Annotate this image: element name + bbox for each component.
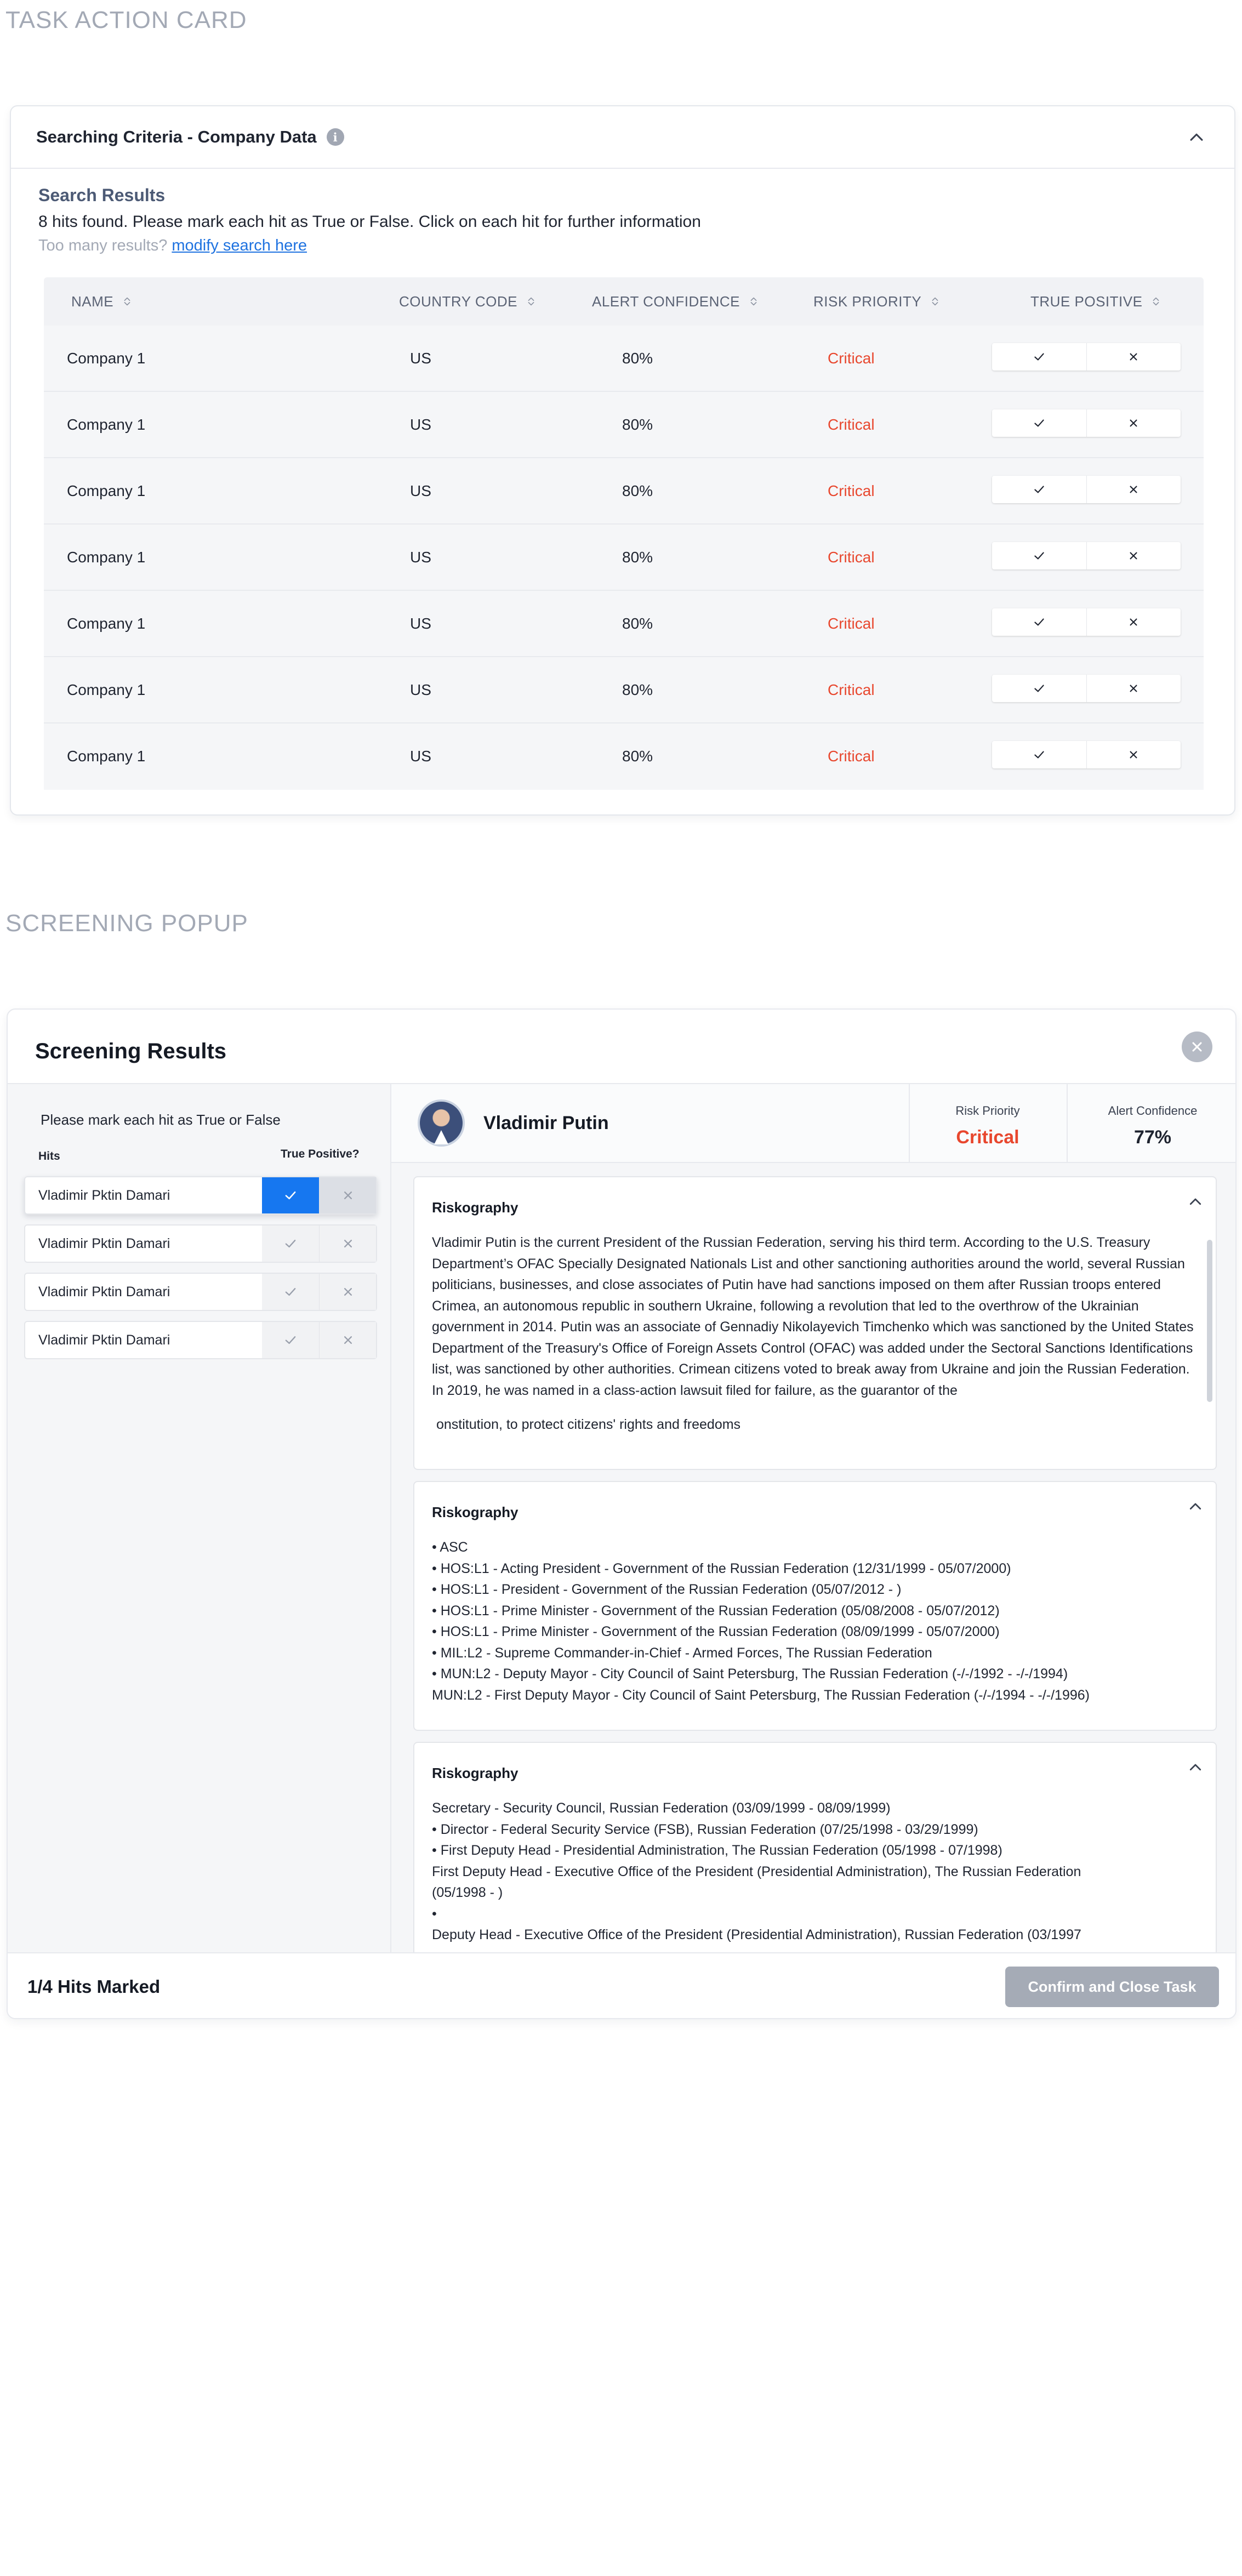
riskography-line: First Deputy Head - Executive Office of the President (Presidential Administration), The Russian Federation xyxy=(432,1863,1081,1879)
riskography-line: MUN:L2 - First Deputy Mayor - City Council of Saint Petersburg, The Russian Federation (-/-/1994 - -/-/1996) xyxy=(432,1687,1090,1703)
riskography-line: • ASC xyxy=(432,1540,468,1555)
cell-risk: Critical xyxy=(828,548,875,566)
riskography-line: • Director - Federal Security Service (FSB), Russian Federation (07/25/1998 - 03/29/1999) xyxy=(432,1821,978,1837)
riskography-text xyxy=(432,1232,1201,1435)
table-row[interactable] xyxy=(44,657,1204,723)
hit-row[interactable] xyxy=(24,1321,377,1359)
check-icon xyxy=(283,1236,298,1251)
hit-row[interactable] xyxy=(24,1176,377,1215)
table-row[interactable] xyxy=(44,525,1204,591)
riskography-line: • MIL:L2 - Supreme Commander-in-Chief - Armed Forces, The Russian Federation xyxy=(432,1645,932,1661)
check-icon xyxy=(1032,350,1046,364)
check-icon xyxy=(1032,615,1046,629)
cell-name: Company 1 xyxy=(67,548,146,566)
close-icon xyxy=(340,1332,356,1348)
chevron-up-icon[interactable] xyxy=(1187,128,1206,147)
riskography-line: • HOS:L1 - Acting President - Government of the Russian Federation (12/31/1999 - 05/07/2000) xyxy=(432,1560,1011,1576)
mark-true-button[interactable] xyxy=(992,675,1086,702)
column-label: TRUE POSITIVE xyxy=(1030,293,1143,310)
cell-country: US xyxy=(410,349,431,367)
column-header-country[interactable] xyxy=(399,277,537,326)
hit-row[interactable] xyxy=(24,1224,377,1263)
riskography-line: • HOS:L1 - Prime Minister - Government of the Russian Federation (05/08/2008 - 05/07/2012) xyxy=(432,1603,1000,1618)
riskography-line: • MUN:L2 - Deputy Mayor - City Council of Saint Petersburg, The Russian Federation (-/-/1992 - -/-/1994) xyxy=(432,1666,1068,1682)
riskography-title: Riskography xyxy=(432,1199,519,1216)
mark-false-button[interactable] xyxy=(319,1322,376,1358)
cell-confidence: 80% xyxy=(622,482,653,499)
mark-true-button[interactable] xyxy=(992,409,1086,437)
close-icon xyxy=(340,1284,356,1300)
sort-icon[interactable] xyxy=(525,295,537,307)
mark-true-button[interactable] xyxy=(992,343,1086,371)
true-positive-toggle xyxy=(992,343,1181,371)
column-label: NAME xyxy=(71,293,114,310)
check-icon xyxy=(283,1284,298,1300)
cell-risk: Critical xyxy=(828,349,875,367)
cell-name: Company 1 xyxy=(67,415,146,433)
riskography-title: Riskography xyxy=(432,1504,519,1520)
column-header-risk[interactable] xyxy=(813,277,941,326)
mark-true-button[interactable] xyxy=(992,542,1086,569)
column-label: COUNTRY CODE xyxy=(399,293,517,310)
check-icon xyxy=(283,1332,298,1348)
task-action-card xyxy=(10,105,1235,816)
scrollbar[interactable] xyxy=(1207,1240,1212,1402)
cell-name: Company 1 xyxy=(67,349,146,367)
hit-name: Vladimir Pktin Damari xyxy=(38,1187,170,1203)
hits-column-header: Hits xyxy=(38,1150,60,1162)
metric-label: Alert Confidence xyxy=(1108,1104,1198,1118)
mark-false-button[interactable] xyxy=(319,1274,376,1310)
riskography-line: Secretary - Security Council, Russian Federation (03/09/1999 - 08/09/1999) xyxy=(432,1800,891,1816)
mark-false-button[interactable] xyxy=(319,1226,376,1262)
column-header-confidence[interactable] xyxy=(592,277,760,326)
true-positive-column-header: True Positive? xyxy=(281,1148,360,1160)
sort-icon[interactable] xyxy=(1150,295,1162,307)
cell-name: Company 1 xyxy=(67,747,146,765)
mark-false-button[interactable] xyxy=(1086,343,1181,371)
modify-search-link[interactable]: modify search here xyxy=(172,237,307,254)
riskography-paragraph: Vladimir Putin is the current President of the Russian Federation, serving his third term. According to the U.S. Treasury Department’s OFAC Specially Designated Nationals List and other sanctioning authorities around the world, several Russian politicians, businesses, and close associates of Putin have had sanctions imposed on them after Russian troops entered Crimea, an autonomous republic in southern Ukraine, following a revolution that led to the overthrow of the Ukrainian government in 2014. Putin was an associate of Gennadiy Nikolayevich Timchenko which was sanctioned by the United States Department of the Treasury's Office of Foreign Assets Control (OFAC) was added under the Sectoral Sanctions Identifications list, was sanctioned by other authorities. Crimean citizens voted to break away from Ukraine and join the Russian Federation. In 2019, he was named in a class-action lawsuit filed for failure, as the guarantor of the xyxy=(432,1235,1194,1398)
check-icon xyxy=(1032,748,1046,762)
cell-confidence: 80% xyxy=(622,415,653,433)
hit-name: Vladimir Pktin Damari xyxy=(38,1284,170,1300)
cell-confidence: 80% xyxy=(622,349,653,367)
close-icon xyxy=(340,1236,356,1251)
cell-name: Company 1 xyxy=(67,482,146,499)
cell-country: US xyxy=(410,548,431,566)
cell-risk: Critical xyxy=(828,482,875,499)
check-icon xyxy=(1032,416,1046,430)
card-title: Searching Criteria - Company Data xyxy=(36,127,317,146)
search-results-title: Search Results xyxy=(38,185,166,205)
results-table xyxy=(44,277,1204,790)
hits-marked-count: 1/4 Hits Marked xyxy=(27,1976,161,1997)
info-icon[interactable]: i xyxy=(327,128,344,146)
alert-confidence-value: 77% xyxy=(1133,1127,1172,1148)
section-label-task-card: TASK ACTION CARD xyxy=(5,7,247,33)
column-label: RISK PRIORITY xyxy=(813,293,922,310)
riskography-title: Riskography xyxy=(432,1765,519,1781)
riskography-paragraph: onstitution, to protect citizens' rights and freedoms xyxy=(436,1417,741,1432)
column-header-name[interactable] xyxy=(71,277,133,326)
sort-icon[interactable] xyxy=(929,295,941,307)
table-row[interactable] xyxy=(44,326,1204,392)
cell-confidence: 80% xyxy=(622,614,653,632)
true-positive-toggle xyxy=(992,741,1181,768)
hit-details-pane xyxy=(391,1083,1237,1952)
column-label: ALERT CONFIDENCE xyxy=(592,293,740,310)
profile-header xyxy=(391,1084,1237,1163)
avatar xyxy=(418,1099,465,1147)
chevron-up-icon[interactable] xyxy=(1187,1759,1204,1776)
mark-false-button[interactable] xyxy=(1086,542,1181,569)
alert-confidence-metric xyxy=(1067,1084,1237,1162)
cell-risk: Critical xyxy=(828,415,875,433)
search-results-summary: 8 hits found. Please mark each hit as True or False. Click on each hit for further information xyxy=(38,213,701,231)
mark-true-button[interactable] xyxy=(992,741,1086,768)
mark-false-button[interactable] xyxy=(1086,476,1181,503)
table-body xyxy=(44,326,1204,790)
mark-true-button[interactable] xyxy=(262,1274,319,1310)
riskography-line: Deputy Head - Executive Office of the President (Presidential Administration), Russian Federation (03/1997 xyxy=(432,1927,1081,1942)
cell-risk: Critical xyxy=(828,747,875,765)
section-label-screening-popup: SCREENING POPUP xyxy=(5,910,248,937)
hits-prompt: Please mark each hit as True or False xyxy=(41,1112,281,1128)
sort-icon[interactable] xyxy=(121,295,133,307)
close-icon xyxy=(1126,416,1141,430)
true-positive-toggle xyxy=(992,608,1181,636)
check-icon xyxy=(283,1188,298,1203)
risk-priority-value: Critical xyxy=(956,1127,1019,1148)
table-row[interactable] xyxy=(44,392,1204,458)
hits-pane xyxy=(8,1083,391,1952)
screening-popup xyxy=(7,1008,1237,2019)
riskography-line: • xyxy=(432,1906,437,1922)
cell-risk: Critical xyxy=(828,681,875,698)
too-many-text: Too many results? xyxy=(38,237,168,254)
popup-title: Screening Results xyxy=(35,1039,227,1063)
close-icon xyxy=(1126,549,1141,563)
cell-country: US xyxy=(410,747,431,765)
cell-confidence: 80% xyxy=(622,548,653,566)
close-button[interactable] xyxy=(1182,1031,1212,1062)
close-icon xyxy=(1126,482,1141,497)
mark-false-button[interactable] xyxy=(319,1177,376,1213)
close-icon xyxy=(1126,350,1141,364)
riskography-line: • First Deputy Head - Presidential Administration, The Russian Federation (05/1998 - 07/1998) xyxy=(432,1843,1002,1858)
profile-name: Vladimir Putin xyxy=(483,1113,609,1133)
close-icon xyxy=(1126,748,1141,762)
cell-confidence: 80% xyxy=(622,681,653,698)
riskography-line: (05/1998 - ) xyxy=(432,1885,503,1900)
riskography-line: • HOS:L1 - Prime Minister - Government of the Russian Federation (08/09/1999 - 05/07/2000) xyxy=(432,1624,1000,1639)
cell-confidence: 80% xyxy=(622,747,653,765)
cell-country: US xyxy=(410,482,431,499)
hit-name: Vladimir Pktin Damari xyxy=(38,1332,170,1348)
mark-true-button[interactable] xyxy=(262,1322,319,1358)
true-positive-toggle xyxy=(992,542,1181,569)
check-icon xyxy=(1032,549,1046,563)
true-positive-toggle xyxy=(992,675,1181,702)
riskography-panel xyxy=(413,1176,1217,1470)
table-header xyxy=(44,277,1204,326)
popup-footer xyxy=(8,1952,1237,2019)
too-many-results xyxy=(38,237,307,255)
column-header-true-positive[interactable] xyxy=(1030,277,1162,326)
mark-false-button[interactable] xyxy=(1086,675,1181,702)
mark-false-button[interactable] xyxy=(1086,409,1181,437)
cell-name: Company 1 xyxy=(67,614,146,632)
riskography-line: • HOS:L1 - President - Government of the Russian Federation (05/07/2012 - ) xyxy=(432,1582,902,1597)
sort-icon[interactable] xyxy=(748,295,760,307)
close-icon xyxy=(1126,681,1141,696)
mark-true-button[interactable] xyxy=(992,476,1086,503)
true-positive-toggle xyxy=(992,409,1181,437)
cell-risk: Critical xyxy=(828,614,875,632)
close-icon xyxy=(1190,1040,1204,1053)
mark-true-button[interactable] xyxy=(262,1226,319,1262)
mark-false-button[interactable] xyxy=(1086,741,1181,768)
riskography-list xyxy=(432,1537,1205,1706)
risk-priority-metric xyxy=(909,1084,1066,1162)
metric-label: Risk Priority xyxy=(955,1104,1020,1118)
chevron-up-icon[interactable] xyxy=(1187,1194,1204,1210)
cell-country: US xyxy=(410,614,431,632)
cell-name: Company 1 xyxy=(67,681,146,698)
riskography-list xyxy=(432,1798,1112,1946)
table-row[interactable] xyxy=(44,591,1204,657)
cell-country: US xyxy=(410,415,431,433)
close-icon xyxy=(340,1188,356,1203)
cell-country: US xyxy=(410,681,431,698)
mark-true-button[interactable] xyxy=(992,608,1086,636)
check-icon xyxy=(1032,681,1046,696)
mark-true-button[interactable] xyxy=(262,1177,319,1213)
card-header[interactable] xyxy=(11,106,1234,169)
riskography-panel xyxy=(413,1481,1217,1731)
true-positive-toggle xyxy=(992,476,1181,503)
hit-name: Vladimir Pktin Damari xyxy=(38,1235,170,1251)
mark-false-button[interactable] xyxy=(1086,608,1181,636)
hit-row[interactable] xyxy=(24,1273,377,1311)
table-row[interactable] xyxy=(44,723,1204,790)
close-icon xyxy=(1126,615,1141,629)
riskography-panel xyxy=(413,1742,1217,1972)
chevron-up-icon[interactable] xyxy=(1187,1498,1204,1515)
table-row[interactable] xyxy=(44,458,1204,525)
confirm-close-task-button[interactable]: Confirm and Close Task xyxy=(1005,1967,1219,2007)
check-icon xyxy=(1032,482,1046,497)
